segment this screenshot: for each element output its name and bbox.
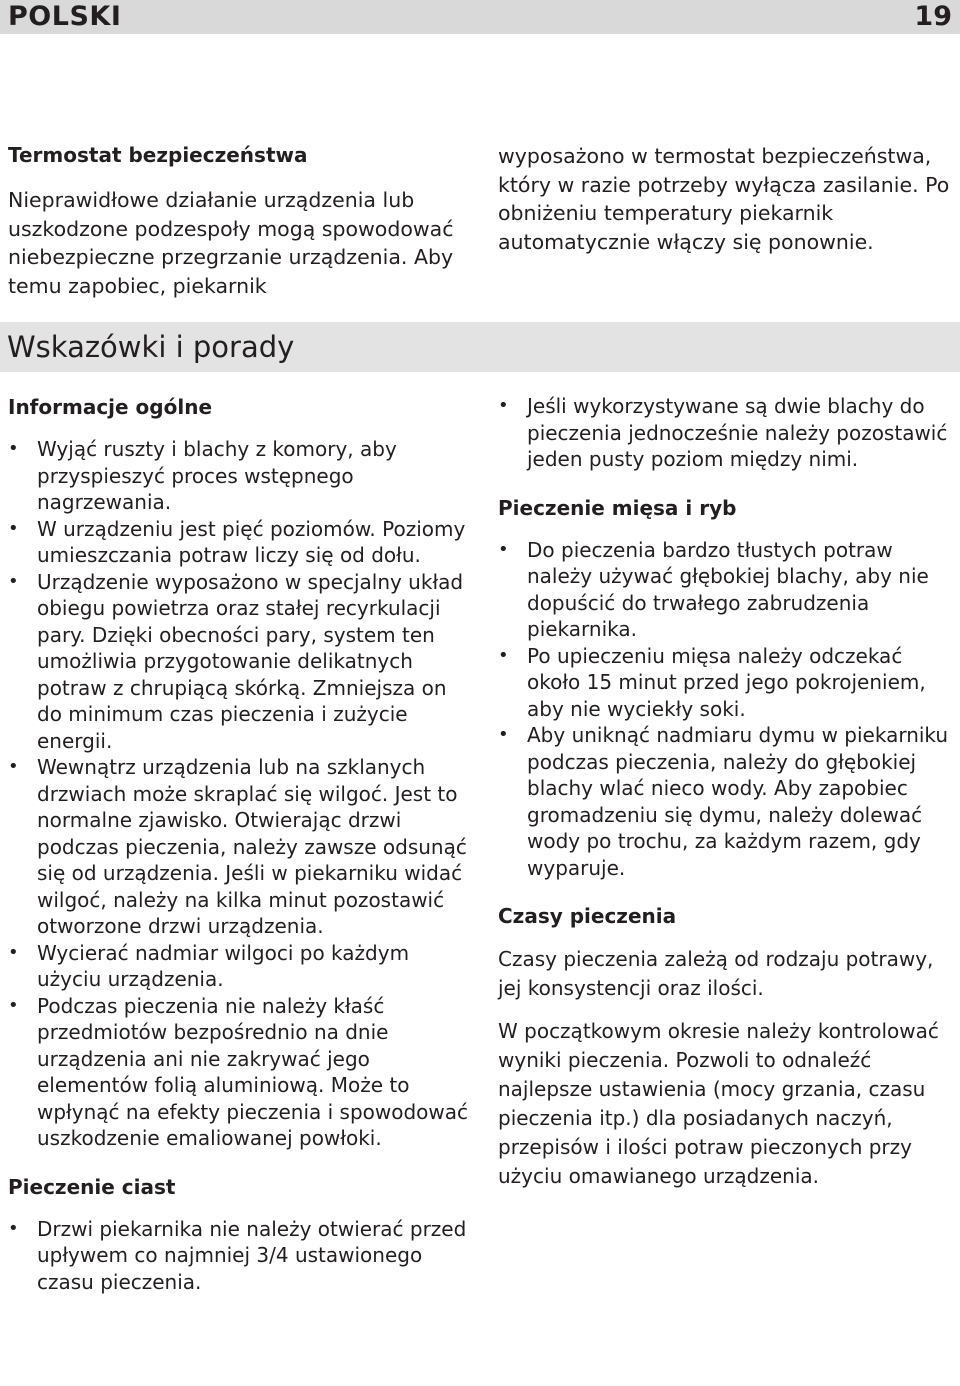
times-heading: Czasy pieczenia	[498, 904, 677, 928]
cakes-heading: Pieczenie ciast	[8, 1174, 176, 1199]
page-number: 19	[914, 1, 952, 32]
list-item: • W urządzeniu jest pięć poziomów. Poziomy umieszczania potraw liczy się od dołu.	[8, 516, 468, 569]
meat-heading: Pieczenie mięsa i ryb	[498, 495, 737, 520]
list-item: • Wewnątrz urządzenia lub na szklanych drzwiach może skraplać się wilgoć. Jest to normalne zjawisko. Otwierając drzwi podczas pieczenia, należy zawsze odsunąć się od urządzenia. Jeśli w piekarniku widać wilgoć, należy na kilka minut pozostawić otworzone drzwi urządzenia.	[8, 754, 468, 940]
right-column	[498, 393, 953, 1205]
thermostat-heading: Termostat bezpieczeństwa	[8, 143, 308, 167]
list-item: • Wycierać nadmiar wilgoci po każdym użyciu urządzenia.	[8, 940, 468, 993]
page-header	[0, 0, 960, 34]
general-list-continued	[498, 393, 953, 473]
times-paragraph-2: W początkowym okresie należy kontrolować wyniki pieczenia. Pozwoli to odnaleźć najlepsze ustawienia (mocy grzania, czasu pieczenia itp.) dla posiadanych naczyń, przepisów i ilości potraw pieczonych przy użyciu omawianego urządzenia.	[498, 1019, 939, 1188]
list-item: • Do pieczenia bardzo tłustych potraw należy używać głębokiej blachy, aby nie dopuścić do trwałego zabrudzenia piekarnika.	[498, 537, 953, 643]
list-item: • Jeśli wykorzystywane są dwie blachy do pieczenia jednocześnie należy pozostawić jeden pusty poziom między nimi.	[498, 393, 953, 473]
header-language: POLSKI	[8, 1, 122, 32]
list-item: • Wyjąć ruszty i blachy z komory, aby przyspieszyć proces wstępnego nagrzewania.	[8, 436, 468, 516]
list-item: • Po upieczeniu mięsa należy odczekać około 15 minut przed jego pokrojeniem, aby nie wyciekły soki.	[498, 643, 953, 723]
list-item: • Urządzenie wyposażono w specjalny układ obiegu powietrza oraz stałej recyrkulacji pary. Dzięki obecności pary, system ten umożliwia przygotowanie delikatnych potraw z chrupiącą skórką. Zmniejsza on do minimum czas pieczenia i zużycie energii.	[8, 569, 468, 755]
left-column	[8, 394, 468, 1295]
general-heading: Informacje ogólne	[8, 395, 213, 419]
meat-list	[498, 537, 953, 882]
section-banner	[0, 322, 960, 372]
list-item: • Aby uniknąć nadmiaru dymu w piekarniku podczas pieczenia, należy do głębokiej blachy wlać nieco wody. Aby zapobiec gromadzeniu się dymu, należy dolewać wody po trochu, za każdym razem, gdy wyparuje.	[498, 722, 953, 881]
times-paragraph-1: Czasy pieczenia zależą od rodzaju potrawy, jej konsystencji oraz ilości.	[498, 947, 934, 1000]
thermostat-text-left: Nieprawidłowe działanie urządzenia lub uszkodzone podzespoły mogą spowodować niebezpieczne przegrzanie urządzenia. Aby temu zapobiec, piekarnik	[8, 188, 454, 298]
thermostat-right-column	[498, 142, 953, 256]
cakes-list	[8, 1216, 468, 1296]
general-list	[8, 436, 468, 1152]
thermostat-text-right: wyposażono w termostat bezpieczeństwa, który w razie potrzeby wyłącza zasilanie. Po obniżeniu temperatury piekarnik automatycznie włączy się ponownie.	[498, 144, 950, 254]
section-title: Wskazówki i porady	[7, 330, 295, 364]
thermostat-left-column	[8, 142, 468, 300]
list-item: • Drzwi piekarnika nie należy otwierać przed upływem co najmniej 3/4 ustawionego czasu pieczenia.	[8, 1216, 468, 1296]
list-item: • Podczas pieczenia nie należy kłaść przedmiotów bezpośrednio na dnie urządzenia ani nie zakrywać jego elementów folią aluminiową. Może to wpłynąć na efekty pieczenia i spowodować uszkodzenie emaliowanej powłoki.	[8, 993, 468, 1152]
